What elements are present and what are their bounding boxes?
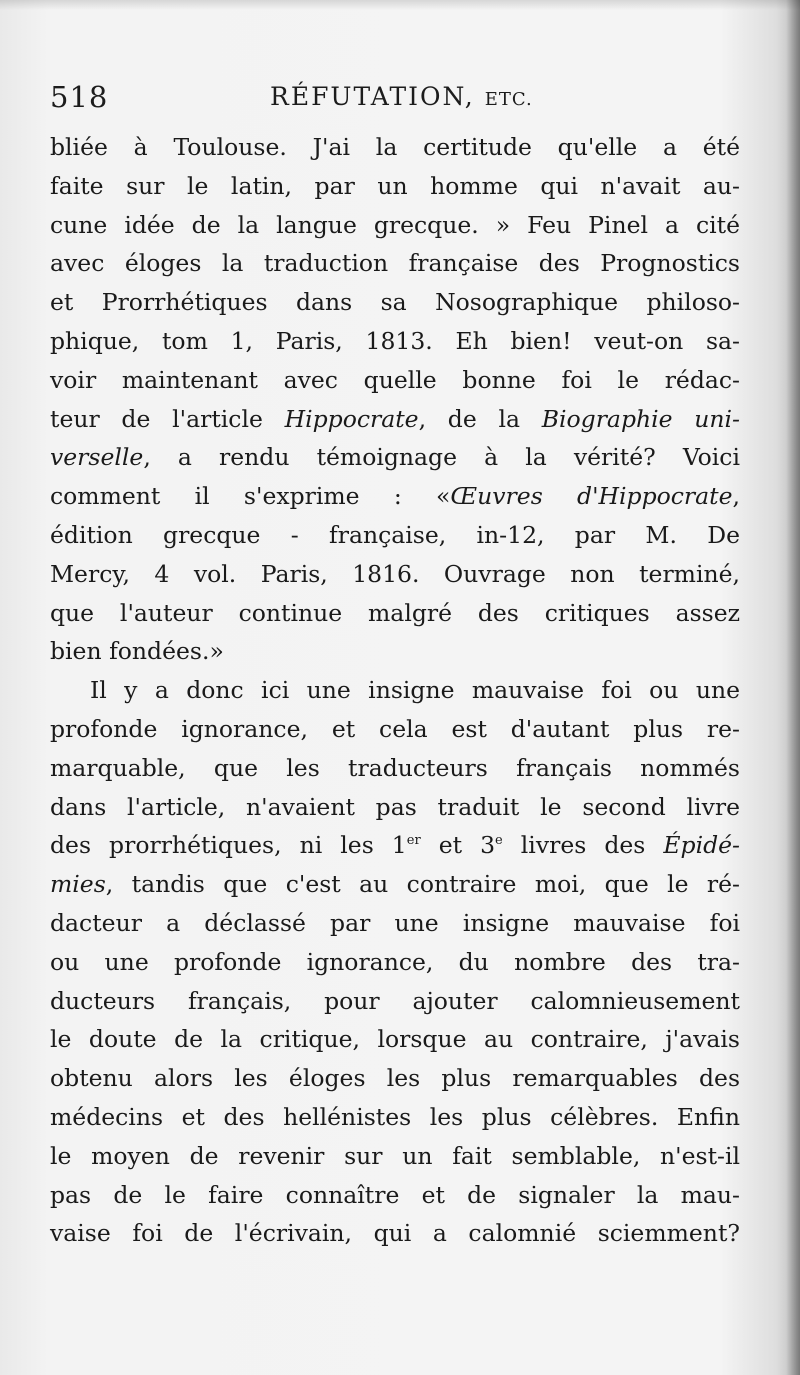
text-line: marquable, que les traducteurs français nommés — [50, 753, 740, 782]
text-line: profonde ignorance, et cela est d'autant plus re- — [50, 714, 740, 743]
italic-term: Œuvres d'Hippocrate — [450, 482, 733, 511]
text-line: le doute de la critique, lorsque au contraire, j'avais — [50, 1025, 740, 1054]
text-line — [50, 400, 740, 439]
text-line: obtenu alors les éloges les plus remarquables des — [50, 1064, 740, 1093]
text-run: teur de l'article — [50, 404, 263, 433]
text-run: comment il s'exprime : « — [50, 482, 451, 511]
superscript: e — [495, 833, 503, 849]
text-line: vaise foi de l'écrivain, qui a calomnié sciemment? — [50, 1219, 740, 1248]
page-number: 518 — [50, 80, 109, 114]
text-line: cune idée de la langue grecque. » Feu Pinel a cité — [50, 210, 740, 239]
italic-term: Épidé- — [663, 831, 740, 860]
gutter-shadow — [786, 0, 800, 1375]
text-run: livres des — [502, 831, 646, 860]
body-text — [50, 128, 740, 1253]
text-line: ducteurs français, pour ajouter calomnieusement — [50, 986, 740, 1015]
running-head-suffix: ETC. — [484, 89, 533, 110]
superscript: er — [406, 833, 421, 849]
text-run: des prorrhétiques, ni les 1 — [50, 831, 407, 860]
text-line: bliée à Toulouse. J'ai la certitude qu'elle a été — [50, 133, 740, 161]
text-line: dacteur a déclassé par une insigne mauvaise foi — [50, 908, 740, 937]
text-line: et Prorrhétiques dans sa Nosographique philoso- — [50, 288, 740, 317]
text-line: que l'auteur continue malgré des critiques assez — [50, 598, 740, 627]
text-line — [50, 477, 740, 516]
italic-term: Biographie uni- — [541, 404, 740, 433]
text-line: ou une profonde ignorance, du nombre des tra- — [50, 947, 740, 976]
text-line: édition grecque - française, in-12, par M. De — [50, 520, 740, 549]
text-line — [50, 826, 740, 865]
text-line: pas de le faire connaître et de signaler la mau- — [50, 1180, 740, 1209]
text-line: voir maintenant avec quelle bonne foi le rédac- — [50, 365, 740, 394]
italic-term: verselle — [50, 443, 144, 472]
italic-term: Hippocrate — [284, 404, 419, 433]
text-line: dans l'article, n'avaient pas traduit le second livre — [50, 792, 740, 821]
text-line: avec éloges la traduction française des Prognostics — [50, 249, 740, 278]
text-run: , de la — [418, 404, 520, 433]
page-header — [50, 80, 740, 120]
text-run: , tandis que c'est au contraire moi, que le ré- — [105, 870, 740, 899]
text-line — [50, 865, 740, 904]
text-line: Il y a donc ici une insigne mauvaise foi ou une — [90, 676, 740, 705]
running-head — [270, 82, 533, 111]
text-line: phique, tom 1, Paris, 1813. Eh bien! veut-on sa- — [50, 326, 740, 355]
text-line: médecins et des hellénistes les plus célèbres. Enfin — [50, 1102, 740, 1131]
top-edge-shadow — [0, 0, 800, 10]
text-line: Mercy, 4 vol. Paris, 1816. Ouvrage non terminé, — [50, 559, 740, 588]
text-line: le moyen de revenir sur un fait semblable, n'est-il — [50, 1141, 740, 1170]
text-run: , a rendu témoignage à la vérité? Voici — [143, 443, 740, 472]
text-line — [50, 438, 740, 477]
text-run: , — [732, 482, 741, 511]
text-line: bien fondées.» — [50, 637, 224, 666]
running-head-title: RÉFUTATION, — [270, 82, 475, 111]
text-run: et 3 — [420, 831, 496, 860]
italic-term: mies — [50, 870, 106, 899]
text-line: faite sur le latin, par un homme qui n'avait au- — [50, 171, 740, 200]
